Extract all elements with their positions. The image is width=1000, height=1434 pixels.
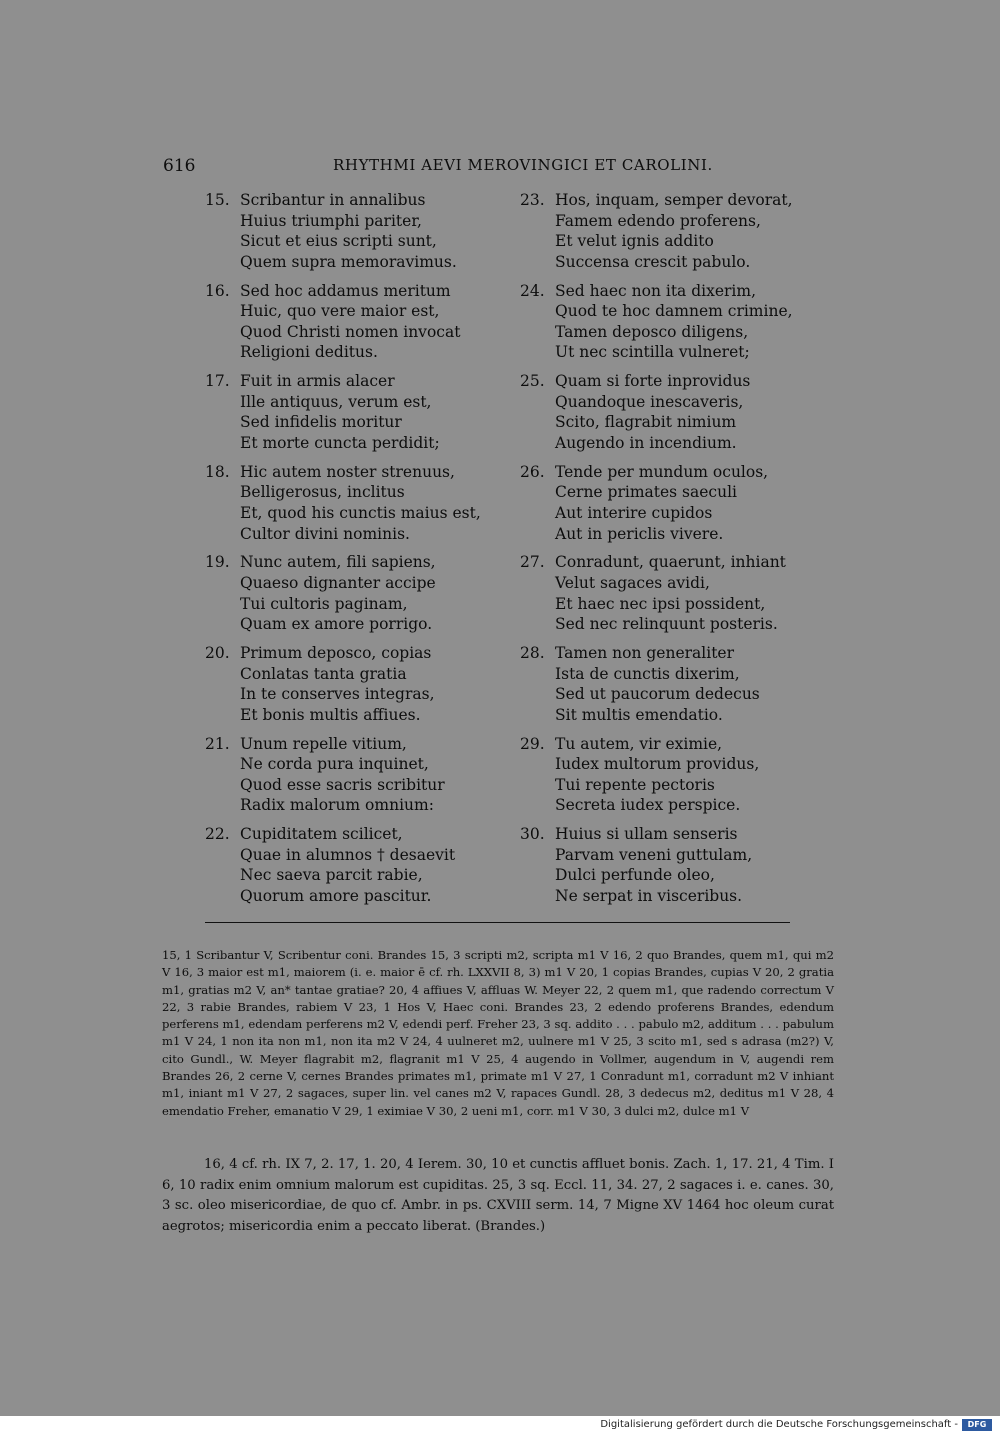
verse-text: Augendo in incendium. [555,433,737,452]
verse-line [205,392,535,413]
verse-line [520,734,850,755]
verse-line [205,190,535,211]
verse-text: Sed ut paucorum dedecus [555,685,760,704]
verse-text: Huius si ullam senseris [555,825,738,844]
verse-line [205,705,535,726]
verse-text: Quem supra memoravimus. [240,252,457,271]
separator-rule [205,922,790,923]
verse-text: Tamen deposco diligens, [555,322,749,341]
verse-line [520,252,850,273]
verse-text: In te conserves integras, [240,685,435,704]
verse-line [205,503,535,524]
stanza [520,643,850,734]
verse-line [520,281,850,302]
verse-text: Tu autem, vir eximie, [555,734,723,753]
verse-line [205,775,535,796]
verse-text: Ista de cunctis dixerim, [555,664,740,683]
notes-text: 16, 4 cf. rh. IX 7, 2. 17, 1. 20, 4 Ierem. 30, 10 et cunctis affluet bonis. Zach. 1, 17. 21, 4 Tim. I 6, 10 radix enim omnium malorum est cupiditas. 25, 3 sq. Eccl. 11, 34. 27, 2 sagaces i. e. canes. 30, 3 sc. oleo misericordiae, de quo cf. Ambr. in ps. CXVIII serm. 14, 7 Migne XV 1464 hoc oleum curat aegrotos; misericordia enim a peccato liberat. (Brandes.) [162,1157,834,1235]
verse-line [520,342,850,363]
verse-text: Ne corda pura inquinet, [240,755,429,774]
verse-text: Et morte cuncta perdidit; [240,433,440,452]
verse-text: Tui repente pectoris [555,775,715,794]
verse-line [205,482,535,503]
verse-text: Iudex multorum providus, [555,755,760,774]
verse-line [205,664,535,685]
right-verse-column [520,190,850,915]
left-verse-column [205,190,535,915]
digitization-footer [0,1416,1000,1434]
stanza [520,824,850,915]
verse-line [520,684,850,705]
verse-text: Huic, quo vere maior est, [240,302,440,321]
verse-line [205,371,535,392]
stanza-number: 20. [205,643,230,662]
verse-line [520,392,850,413]
verse-text: Religioni deditus. [240,343,378,362]
verse-line [520,462,850,483]
verse-line [205,594,535,615]
stanza [205,371,535,462]
verse-text: Aut interire cupidos [555,503,713,522]
verse-line [520,845,850,866]
verse-text: Belligerosus, inclitus [240,483,405,502]
verse-text: Ut nec scintilla vulneret; [555,343,750,362]
verse-line [205,734,535,755]
stanza-number: 28. [520,643,545,662]
verse-text: Et velut ignis addito [555,232,714,251]
verse-text: Conradunt, quaerunt, inhiant [555,553,786,572]
stanza-number: 24. [520,281,545,300]
verse-text: Cupiditatem scilicet, [240,825,403,844]
verse-text: Sit multis emendatio. [555,705,723,724]
verse-line [205,342,535,363]
verse-text: Unum repelle vitium, [240,734,407,753]
verse-text: Quandoque inescaveris, [555,392,744,411]
verse-line [205,865,535,886]
verse-line [205,845,535,866]
verse-text: Parvam veneni guttulam, [555,845,753,864]
stanza [205,552,535,643]
verse-text: Dulci perfunde oleo, [555,866,715,885]
stanza-number: 27. [520,553,545,572]
verse-text: Hic autem noster strenuus, [240,462,455,481]
verse-text: Et haec nec ipsi possident, [555,594,766,613]
verse-text: Tende per mundum oculos, [555,462,769,481]
verse-line [520,643,850,664]
verse-text: Quaeso dignanter accipe [240,573,436,592]
verse-line [205,281,535,302]
verse-text: Quae in alumnos † desaevit [240,845,456,864]
stanza [520,190,850,281]
verse-line [520,211,850,232]
verse-text: Quod te hoc damnem crimine, [555,302,793,321]
verse-line [520,775,850,796]
verse-text: Quod Christi nomen invocat [240,322,461,341]
stanza-number: 15. [205,191,230,209]
page-number: 616 [163,156,196,176]
stanza-number: 30. [520,825,545,844]
verse-text: Quam si forte inprovidus [555,372,751,391]
verse-text: Fuit in armis alacer [240,372,395,391]
critical-apparatus [162,947,834,1120]
running-title: RHYTHMI AEVI MEROVINGICI ET CAROLINI. [333,156,713,174]
verse-text: Quorum amore pascitur. [240,886,432,905]
verse-line [205,322,535,343]
verse-line [205,824,535,845]
stanza-number: 23. [520,191,545,209]
verse-line [520,573,850,594]
dfg-logo-icon: DFG [962,1419,992,1431]
stanza [520,552,850,643]
verse-text: Quam ex amore porrigo. [240,615,433,634]
verse-line [205,211,535,232]
verse-text: Et bonis multis affiues. [240,705,421,724]
verse-line [520,371,850,392]
stanza-number: 25. [520,372,545,391]
stanza-number: 29. [520,734,545,753]
verse-text: Sed haec non ita dixerim, [555,281,757,300]
stanza-number: 26. [520,462,545,481]
verse-text: Ille antiquus, verum est, [240,392,432,411]
verse-text: Secreta iudex perspice. [555,796,741,815]
verse-text: Succensa crescit pabulo. [555,252,751,271]
verse-text: Velut sagaces avidi, [555,573,710,592]
verse-line [205,301,535,322]
verse-text: Cultor divini nominis. [240,524,410,543]
verse-line [520,886,850,907]
verse-text: Conlatas tanta gratia [240,664,407,683]
verse-text: Aut in periclis vivere. [555,524,724,543]
verse-line [520,301,850,322]
stanza-number: 19. [205,553,230,572]
verse-text: Tui cultoris paginam, [240,594,408,613]
verse-text: Sed nec relinquunt posteris. [555,615,778,634]
verse-line [520,552,850,573]
verse-line [205,252,535,273]
verse-line [205,754,535,775]
verse-line [205,231,535,252]
verse-text: Nunc autem, fili sapiens, [240,553,436,572]
stanza [205,734,535,825]
stanza [205,190,535,281]
footer-credit: Digitalisierung gefördert durch die Deutsche Forschungsgemeinschaft - [600,1419,958,1430]
verse-line [520,594,850,615]
stanza [205,462,535,553]
verse-text: Nec saeva parcit rabie, [240,866,423,885]
verse-line [205,684,535,705]
stanza [205,281,535,372]
verse-line [520,664,850,685]
verse-line [205,433,535,454]
verse-line [520,190,850,211]
verse-text: Tamen non generaliter [555,643,735,662]
verse-line [205,643,535,664]
verse-line [520,614,850,635]
apparatus-text: 15, 1 Scribantur V, Scribentur coni. Brandes 15, 3 scripti m2, scripta m1 V 16, 2 quo Brandes, quem m1, qui m2 V 16, 3 maior est m1, maiorem (i. e. maior ē cf. rh. LXXVII 8, 3) m1 V 20, 1 copias Brandes, cupias V 20, 2 gratia m1, gratias m2 V, an* tantae gratiae? 20, 4 affiues V, affluas W. Meyer 22, 2 quem m1, que radendo correctum V 22, 3 rabie Brandes, rabiem V 23, 1 Hos V, Haec coni. Brandes 23, 2 edendo proferens Brandes, edendum perferens m1, edendam perferens m2 V, edendi perf. Freher 23, 3 sq. addito . . . pabulo m2, additum . . . pabulum m1 V 24, 1 non ita non m1, non ita m2 V 24, 4 uulneret m2, uulnere m1 V 25, 3 scito m1, sed s adrasa (m2?) V, cito Gundl., W. Meyer flagrabit m2, flagranit m1 V 25, 4 augendo in Vollmer, augendum in V, augendi rem Brandes 26, 2 cerne V, cernes Brandes primates m1, primate m1 V 27, 1 Conradunt m1, corradunt m2 V inhiant m1, iniant m1 V 27, 2 sagaces, super lin. vel canes m2 V, rapaces Gundl. 28, 3 dedecus m2, deditus m1 V 28, 4 emendatio Freher, emanatio V 29, 1 eximiae V 30, 2 ueni m1, corr. m1 V 30, 3 dulci m2, dulce m1 V [162,948,834,1118]
verse-text: Hos, inquam, semper devorat, [555,191,793,209]
verse-line [520,865,850,886]
verse-line [520,433,850,454]
verse-line [520,231,850,252]
verse-line [520,322,850,343]
verse-text: Ne serpat in visceribus. [555,886,743,905]
verse-text: Sed infidelis moritur [240,413,402,432]
verse-line [205,462,535,483]
stanza-number: 16. [205,281,230,300]
stanza-number: 21. [205,734,230,753]
stanza [520,462,850,553]
verse-line [520,482,850,503]
verse-line [205,795,535,816]
stanza-number: 22. [205,825,230,844]
verse-text: Sed hoc addamus meritum [240,281,451,300]
stanza [205,824,535,915]
verse-line [205,524,535,545]
verse-text: Scribantur in annalibus [240,191,426,209]
verse-line [520,503,850,524]
verse-line [520,795,850,816]
stanza [205,643,535,734]
verse-text: Radix malorum omnium: [240,796,434,815]
verse-line [205,412,535,433]
verse-text: Primum deposco, copias [240,643,432,662]
verse-text: Quod esse sacris scribitur [240,775,445,794]
verse-line [520,412,850,433]
verse-line [520,524,850,545]
verse-text: Scito, flagrabit nimium [555,413,737,432]
verse-text: Et, quod his cunctis maius est, [240,503,481,522]
verse-text: Huius triumphi pariter, [240,211,422,230]
verse-line [520,754,850,775]
verse-line [205,573,535,594]
stanza [520,734,850,825]
verse-text: Famem edendo proferens, [555,211,761,230]
verse-line [205,614,535,635]
verse-text: Sicut et eius scripti sunt, [240,232,437,251]
verse-line [205,886,535,907]
stanza [520,371,850,462]
verse-text: Cerne primates saeculi [555,483,737,502]
verse-line [520,824,850,845]
verse-line [205,552,535,573]
stanza-number: 17. [205,372,230,391]
stanza [520,281,850,372]
verse-line [520,705,850,726]
stanza-number: 18. [205,462,230,481]
source-notes [162,1155,834,1238]
